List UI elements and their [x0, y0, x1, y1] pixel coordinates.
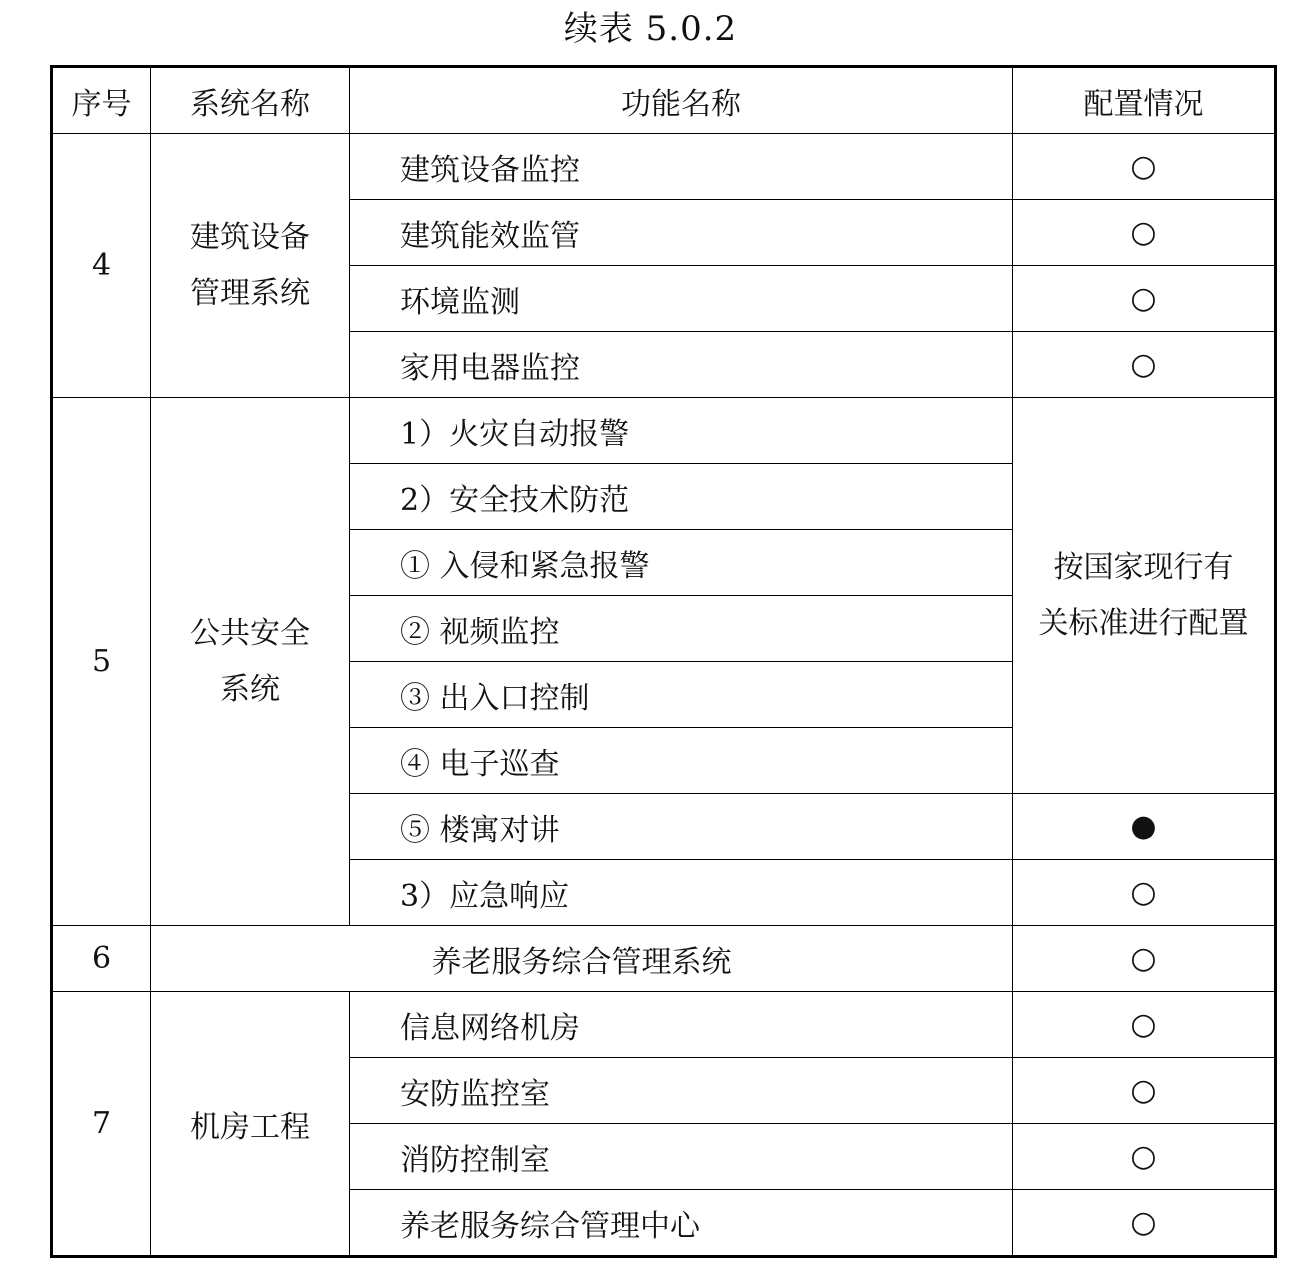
header-function: 功能名称 [350, 67, 1013, 134]
table-row [52, 134, 1276, 200]
system-name-cell [151, 134, 350, 398]
config-note-cell [1013, 398, 1276, 794]
optional-circle-icon: ○ [1130, 215, 1157, 250]
config-table [50, 65, 1277, 1258]
optional-circle-icon: ○ [1130, 875, 1157, 910]
config-note-line: 按国家现行有 [1053, 549, 1234, 585]
function-cell: ③ 出入口控制 [350, 662, 1013, 728]
optional-circle-icon: ○ [1130, 149, 1157, 184]
function-cell: 建筑能效监管 [350, 200, 1013, 266]
function-cell: 家用电器监控 [350, 332, 1013, 398]
optional-circle-icon: ○ [1130, 1073, 1157, 1108]
config-cell [1013, 860, 1276, 926]
system-name-cell: 机房工程 [151, 992, 350, 1257]
function-cell: ② 视频监控 [350, 596, 1013, 662]
system-name-line: 管理系统 [190, 275, 310, 311]
optional-circle-icon: ○ [1130, 347, 1157, 382]
table-row [52, 992, 1276, 1058]
function-cell: 3）应急响应 [350, 860, 1013, 926]
required-filled-circle-icon: ● [1130, 809, 1157, 844]
function-cell: 环境监测 [350, 266, 1013, 332]
seq-cell: 5 [52, 398, 151, 926]
config-cell [1013, 1058, 1276, 1124]
header-config: 配置情况 [1013, 67, 1276, 134]
config-cell [1013, 992, 1276, 1058]
function-cell: 1）火灾自动报警 [350, 398, 1013, 464]
optional-circle-icon: ○ [1130, 941, 1157, 976]
optional-circle-icon: ○ [1130, 281, 1157, 316]
system-name-cell [151, 398, 350, 926]
function-cell: ⑤ 楼寓对讲 [350, 794, 1013, 860]
optional-circle-icon: ○ [1130, 1205, 1157, 1240]
function-cell: 建筑设备监控 [350, 134, 1013, 200]
config-cell [1013, 1190, 1276, 1257]
optional-circle-icon: ○ [1130, 1139, 1157, 1174]
table-caption: 续表 5.0.2 [563, 9, 738, 49]
config-cell [1013, 1124, 1276, 1190]
system-name-cell: 养老服务综合管理系统 [151, 926, 1013, 992]
seq-cell: 4 [52, 134, 151, 398]
config-cell [1013, 794, 1276, 860]
function-cell: 2）安全技术防范 [350, 464, 1013, 530]
function-cell: ④ 电子巡查 [350, 728, 1013, 794]
header-seq: 序号 [52, 67, 151, 134]
config-cell [1013, 926, 1276, 992]
header-row [52, 67, 1276, 134]
config-cell [1013, 266, 1276, 332]
config-cell [1013, 134, 1276, 200]
function-cell: 安防监控室 [350, 1058, 1013, 1124]
system-name-line: 建筑设备 [190, 219, 310, 255]
system-name-line: 系统 [220, 671, 280, 707]
config-note-line: 关标准进行配置 [1038, 605, 1249, 641]
system-name-line: 公共安全 [190, 615, 310, 651]
function-cell: ① 入侵和紧急报警 [350, 530, 1013, 596]
seq-cell: 6 [52, 926, 151, 992]
function-cell: 消防控制室 [350, 1124, 1013, 1190]
seq-cell: 7 [52, 992, 151, 1257]
function-cell: 养老服务综合管理中心 [350, 1190, 1013, 1257]
table-row [52, 398, 1276, 464]
config-cell [1013, 200, 1276, 266]
function-cell: 信息网络机房 [350, 992, 1013, 1058]
optional-circle-icon: ○ [1130, 1007, 1157, 1042]
config-cell [1013, 332, 1276, 398]
header-system: 系统名称 [151, 67, 350, 134]
table-row [52, 926, 1276, 992]
